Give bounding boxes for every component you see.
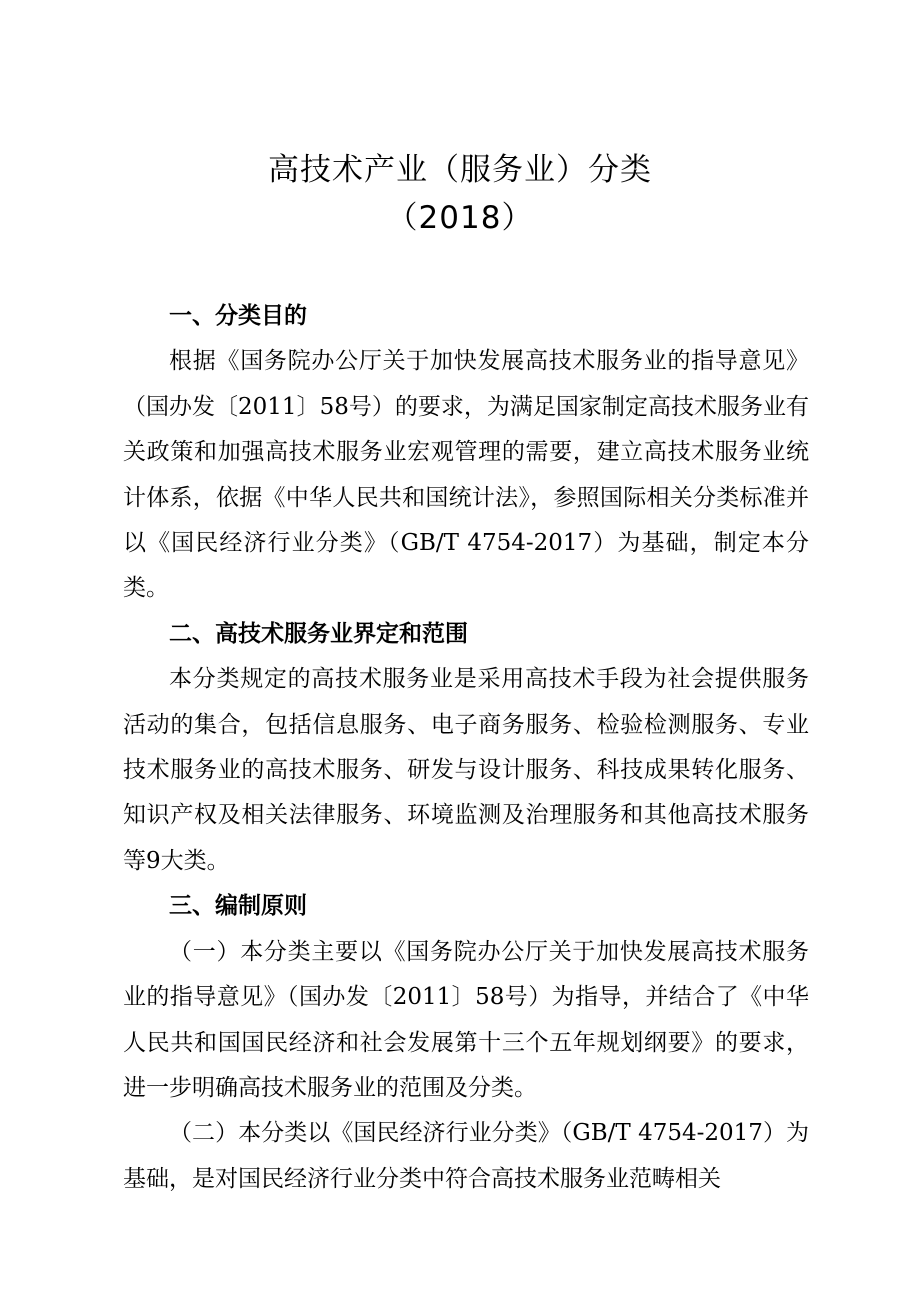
paragraph-principle-2: （二）本分类以《国民经济行业分类》（GB/T 4754-2017）为基础，是对国民经济行业分类中符合高技术服务业范畴相关 [123, 1120, 809, 1192]
paragraph-scope: 本分类规定的高技术服务业是采用高技术手段为社会提供服务活动的集合，包括信息服务、电子商务服务、检验检测服务、专业技术服务业的高技术服务、研发与设计服务、科技成果转化服务、知识产权及相关法律服务、环境监测及治理服务和其他高技术服务等9大类。 [123, 666, 809, 874]
document-body [123, 294, 809, 1202]
section-heading-purpose: 一、分类目的 [169, 303, 307, 329]
document-title: 高技术产业（服务业）分类 [268, 152, 652, 188]
document-year: （2018） [386, 200, 534, 236]
paragraph-purpose: 根据《国务院办公厅关于加快发展高技术服务业的指导意见》（国办发〔2011〕58号）的要求，为满足国家制定高技术服务业有关政策和加强高技术服务业宏观管理的需要，建立高技术服务业统计体系，依据《中华人民共和国统计法》，参照国际相关分类标准并以《国民经济行业分类》（GB/T 4754-2017）为基础，制定本分类。 [123, 348, 809, 602]
paragraph-principle-1: （一）本分类主要以《国务院办公厅关于加快发展高技术服务业的指导意见》（国办发〔2011〕58号）为指导，并结合了《中华人民共和国国民经济和社会发展第十三个五年规划纲要》的要求，进一步明确高技术服务业的范围及分类。 [123, 938, 809, 1101]
section-heading-scope: 二、高技术服务业界定和范围 [169, 620, 468, 647]
section-heading-principles: 三、编制原则 [169, 893, 307, 920]
